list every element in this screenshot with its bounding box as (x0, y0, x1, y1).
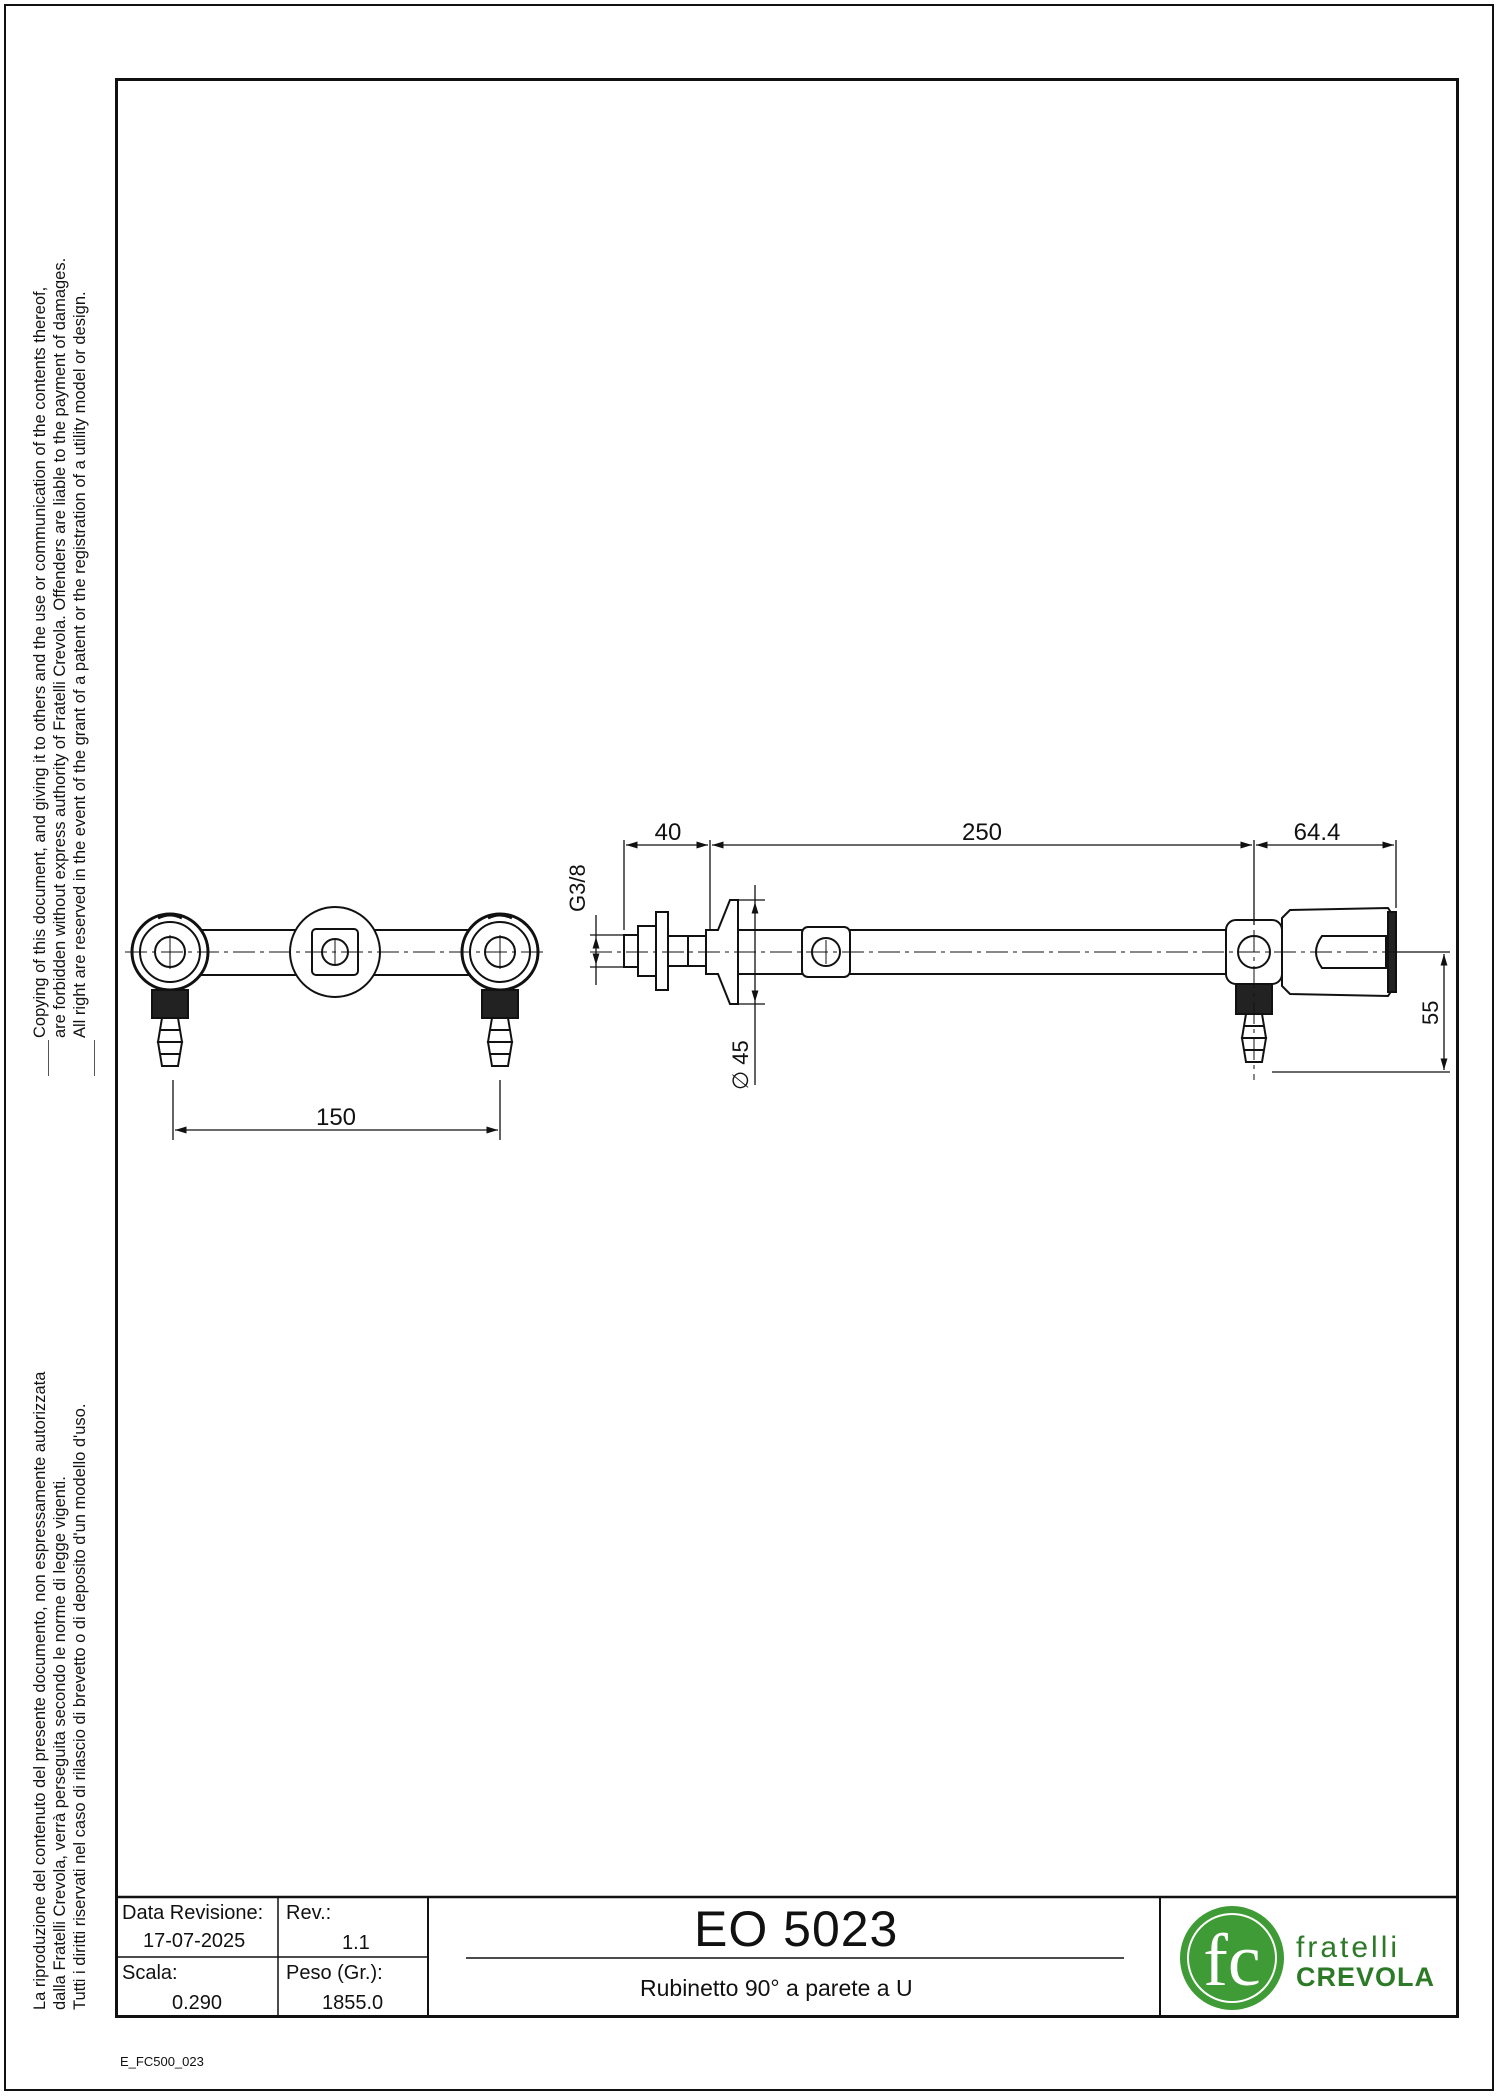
fratelli-crevola-logo (1180, 1906, 1435, 2010)
front-view (125, 907, 545, 1066)
product-name: Rubinetto 90° a parete a U (640, 1975, 913, 2001)
dim-diameter-label: ∅ 45 (728, 1040, 753, 1090)
product-code: EO 5023 (694, 1901, 899, 1957)
dim-250-label: 250 (961, 819, 1003, 846)
revision-date-label: Data Revisione: (122, 1902, 264, 1924)
rev-value: 1.1 (342, 1932, 370, 1954)
dim-40-label: 40 (654, 819, 682, 846)
logo-line2: CREVOLA (1296, 1962, 1436, 1992)
rev-label: Rev.: (286, 1902, 332, 1924)
side-view (590, 900, 1450, 1080)
disclaimer-it-line3: Tutti i diritti riservati nel caso di rilascio di brevetto o di deposito d'un modello d'uso. (71, 1403, 89, 2010)
footer-code: E_FC500_023 (120, 2054, 204, 2069)
scale-label: Scala: (122, 1962, 178, 1984)
dim-thread-label: G3/8 (565, 864, 590, 912)
revision-date-value: 17-07-2025 (143, 1930, 246, 1952)
disclaimer-it-line2: dalla Fratelli Crevola, verrà perseguita secondo le norme di legge vigenti. (51, 1476, 69, 2010)
logo-initials: fc (1203, 1920, 1261, 2002)
disclaimer-en-line2: are forbidden without express authority of Fratelli Crevola. Offenders are liable to the payment of damages. (51, 257, 69, 1038)
weight-label: Peso (Gr.): (286, 1962, 383, 1984)
weight-value: 1855.0 (322, 1992, 384, 2014)
scale-value: 0.290 (172, 1992, 223, 2014)
disclaimer-it-line1: La riproduzione del contenuto del presente documento, non espressamente autorizzata (31, 1371, 49, 2010)
dim-64-4-label: 64.4 (1293, 819, 1341, 846)
disclaimer-en-line3: All right are reserved in the event of the grant of a patent or the registration of a utility model or design. (71, 291, 89, 1038)
dim-front-width-label: 150 (315, 1104, 357, 1131)
dim-55-label: 55 (1418, 1000, 1443, 1025)
logo-line1: fratelli (1296, 1931, 1401, 1964)
disclaimer-en-line1: Copying of this document, and giving it to others and the use or communication of the contents thereof, (31, 286, 49, 1038)
